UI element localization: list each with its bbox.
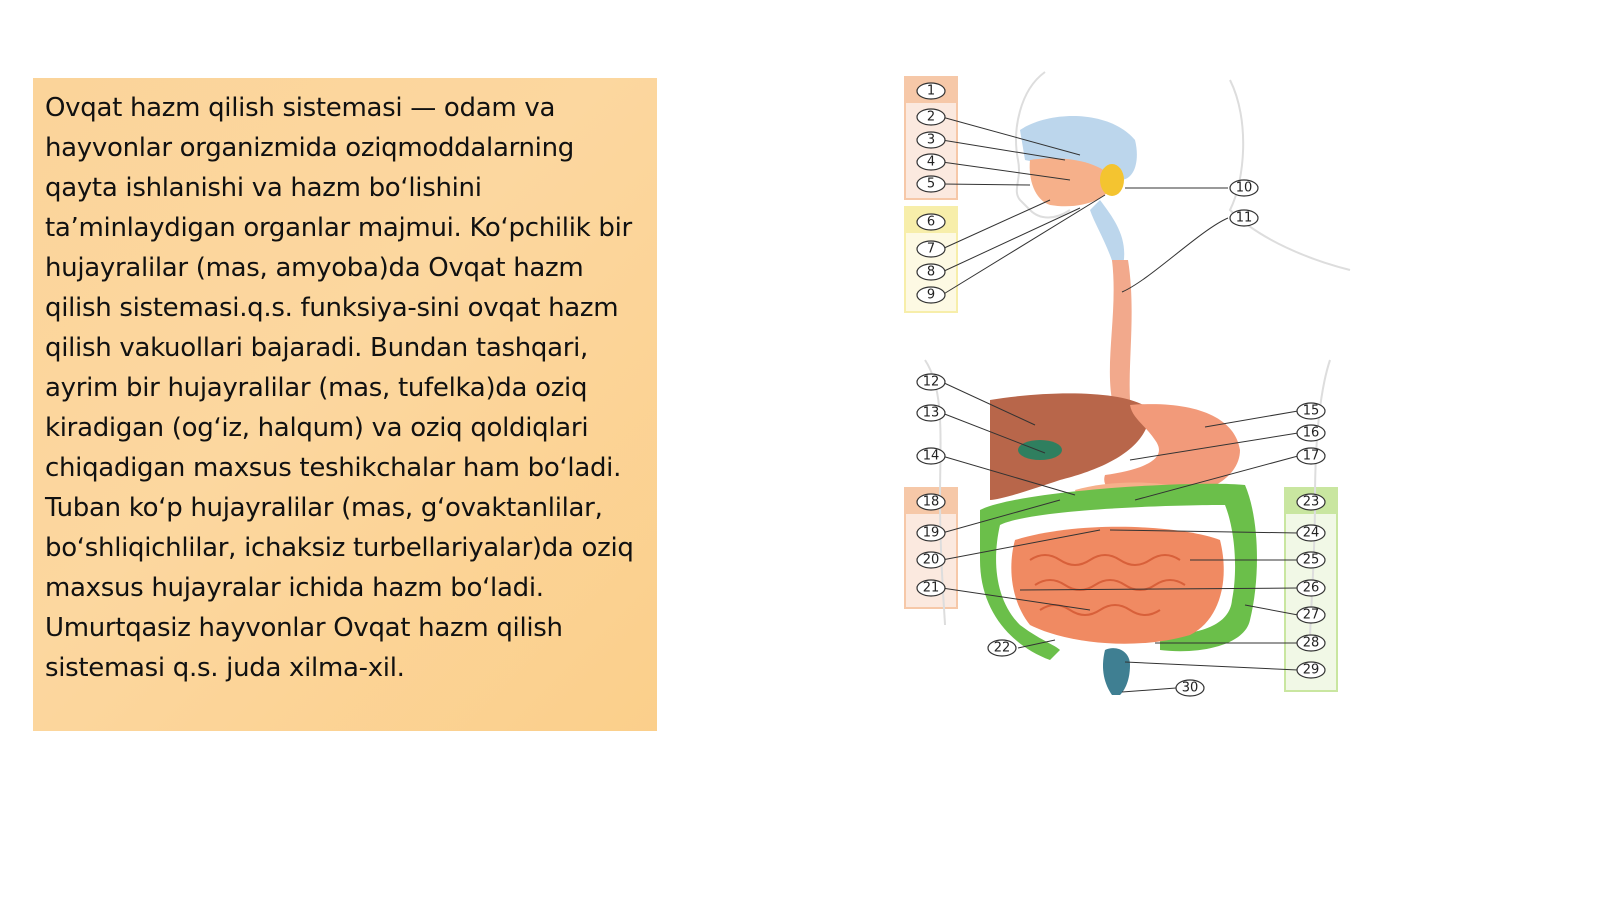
pharynx <box>1090 200 1124 270</box>
label-26: 26 <box>1302 580 1320 596</box>
label-19: 19 <box>922 525 940 541</box>
salivary-gland <box>1100 164 1124 196</box>
label-29: 29 <box>1302 662 1320 678</box>
label-13: 13 <box>922 405 940 421</box>
small-intestine <box>1011 527 1223 644</box>
label-4: 4 <box>926 154 936 170</box>
body-outline-neck-right <box>1230 80 1350 270</box>
label-3: 3 <box>926 132 936 148</box>
label-25: 25 <box>1302 552 1320 568</box>
gallbladder <box>1018 440 1062 460</box>
label-18: 18 <box>922 494 940 510</box>
label-30: 30 <box>1181 680 1199 696</box>
label-21: 21 <box>922 580 940 596</box>
esophagus <box>1110 260 1132 400</box>
label-7: 7 <box>926 241 936 257</box>
digestive-system-diagram <box>900 60 1380 740</box>
label-17: 17 <box>1302 448 1320 464</box>
label-16: 16 <box>1302 425 1320 441</box>
label-14: 14 <box>922 448 940 464</box>
label-20: 20 <box>922 552 940 568</box>
label-28: 28 <box>1302 635 1320 651</box>
label-5: 5 <box>926 176 936 192</box>
label-9: 9 <box>926 287 936 303</box>
label-22: 22 <box>993 640 1011 656</box>
diagram-svg <box>900 60 1380 740</box>
label-23: 23 <box>1302 494 1320 510</box>
label-2: 2 <box>926 109 936 125</box>
label-1: 1 <box>926 83 936 99</box>
description-textbox <box>33 78 657 731</box>
label-24: 24 <box>1302 525 1320 541</box>
label-8: 8 <box>926 264 936 280</box>
label-6: 6 <box>926 214 936 230</box>
description-text: Ovqat hazm qilish sistemasi — odam va hayvonlar organizmida oziqmoddalarning qayta ishlanishi va hazm boʻlishini taʼminlaydigan organlar majmui. Koʻpchilik bir hujayralilar (mas, amyoba)da Ovqat hazm qilish sistemasi.q.s. funksiya-sini ovqat hazm qilish vakuollari bajaradi. Bundan tashqari, ayrim bir hujayralilar (mas, tufelka)da oziq kiradigan (ogʻiz, halqum) va oziq qoldiqlari chiqadigan maxsus teshikchalar ham boʻladi. Tuban koʻp hujayralilar (mas, gʻovaktanlilar, boʻshliqichlilar, ichaksiz turbellariyalar)da oziq maxsus hujayralar ichida hazm boʻladi. Umurtqasiz hayvonlar Ovqat hazm qilish sistemasi q.s. juda xilma-xil. <box>45 93 634 683</box>
label-10: 10 <box>1235 180 1253 196</box>
label-27: 27 <box>1302 607 1320 623</box>
label-15: 15 <box>1302 403 1320 419</box>
rectum <box>1103 648 1130 695</box>
label-11: 11 <box>1235 210 1253 226</box>
label-12: 12 <box>922 374 940 390</box>
